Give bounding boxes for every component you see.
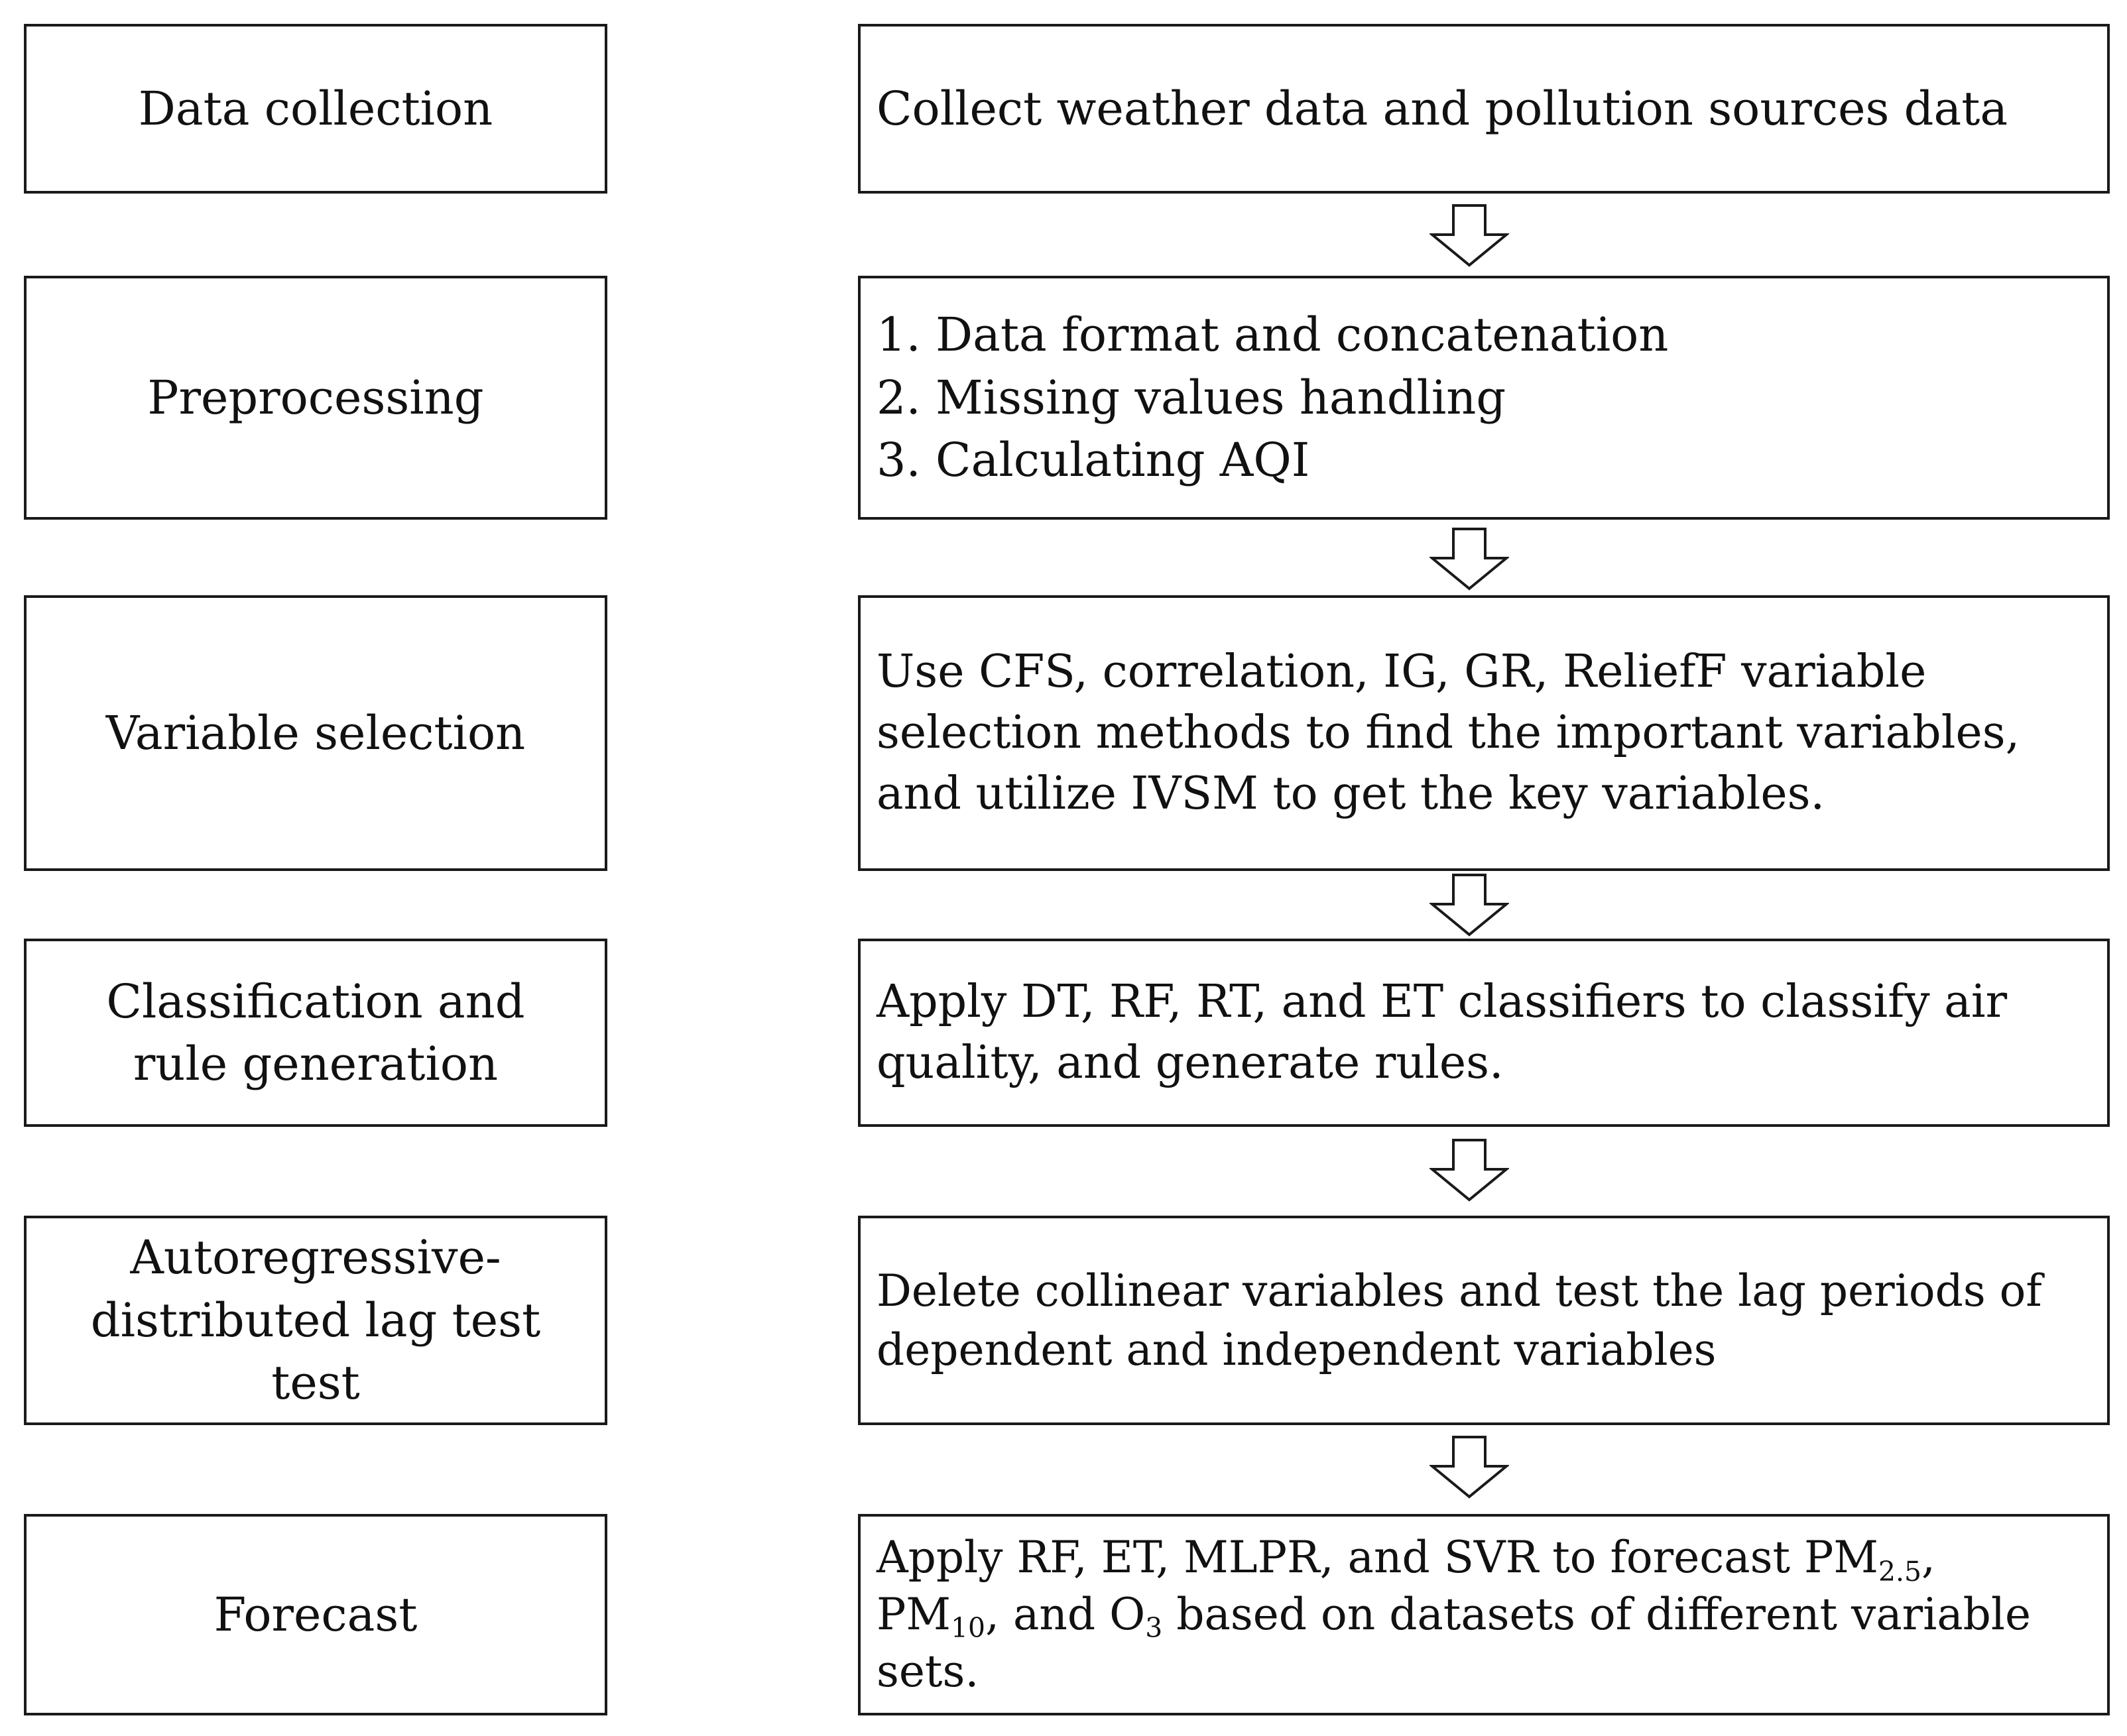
desc-line: 2. Missing values handling — [877, 370, 1506, 425]
subscript: 3 — [1145, 1612, 1163, 1645]
desc-line: 3. Calculating AQI — [877, 433, 1310, 488]
desc-text: PM — [877, 1589, 951, 1641]
desc-text: , and O — [985, 1589, 1146, 1641]
desc-box-variable-selection — [858, 595, 2110, 871]
desc-line: sets. — [877, 1645, 979, 1697]
stage-box-data-collection — [24, 24, 607, 194]
stage-box-classification — [24, 939, 607, 1127]
stage-label: Classification and rule generation — [106, 974, 525, 1091]
desc-line: Delete collinear variables and test the lag periods of — [877, 1265, 2042, 1316]
down-arrow-icon — [1429, 204, 1509, 268]
desc-line: Collect weather data and pollution sources data — [877, 81, 2008, 136]
down-arrow-icon — [1429, 1436, 1509, 1499]
subscript: 10 — [951, 1612, 986, 1645]
down-arrow-icon — [1429, 528, 1509, 591]
desc-line: Use CFS, correlation, IG, GR, ReliefF variable — [877, 646, 1927, 699]
desc-text: , — [1921, 1532, 1935, 1584]
desc-line — [877, 1586, 2091, 1643]
desc-box-classification — [858, 939, 2110, 1127]
stage-box-forecast — [24, 1514, 607, 1715]
desc-line — [877, 1529, 2091, 1586]
desc-box-data-collection — [858, 24, 2110, 194]
stage-box-lag-test — [24, 1216, 607, 1425]
stage-label: Data collection — [138, 81, 493, 136]
desc-box-forecast — [858, 1514, 2110, 1715]
desc-line: and utilize IVSM to get the key variables. — [877, 767, 1825, 820]
stage-box-preprocessing — [24, 276, 607, 520]
desc-line: quality, and generate rules. — [877, 1037, 1504, 1089]
desc-box-lag-test — [858, 1216, 2110, 1425]
stage-label: Preprocessing — [147, 370, 484, 425]
desc-box-preprocessing — [858, 276, 2110, 520]
desc-line: Apply DT, RF, RT, and ET classifiers to classify air — [877, 976, 2008, 1029]
subscript: 2.5 — [1878, 1555, 1922, 1588]
desc-text: based on datasets of different variable — [1162, 1589, 2032, 1641]
stage-label: Autoregressive-distributed lag test test — [90, 1230, 541, 1411]
stage-box-variable-selection — [24, 595, 607, 871]
desc-line: 1. Data format and concatenation — [877, 308, 1669, 363]
desc-text: Apply RF, ET, MLPR, and SVR to forecast PM — [877, 1532, 1878, 1584]
down-arrow-icon — [1429, 1139, 1509, 1202]
stage-label: Forecast — [213, 1587, 418, 1642]
stage-label: Variable selection — [105, 705, 526, 760]
down-arrow-icon — [1429, 874, 1509, 937]
desc-line: dependent and independent variables — [877, 1324, 1717, 1375]
desc-line: selection methods to find the important variables, — [877, 707, 2020, 760]
